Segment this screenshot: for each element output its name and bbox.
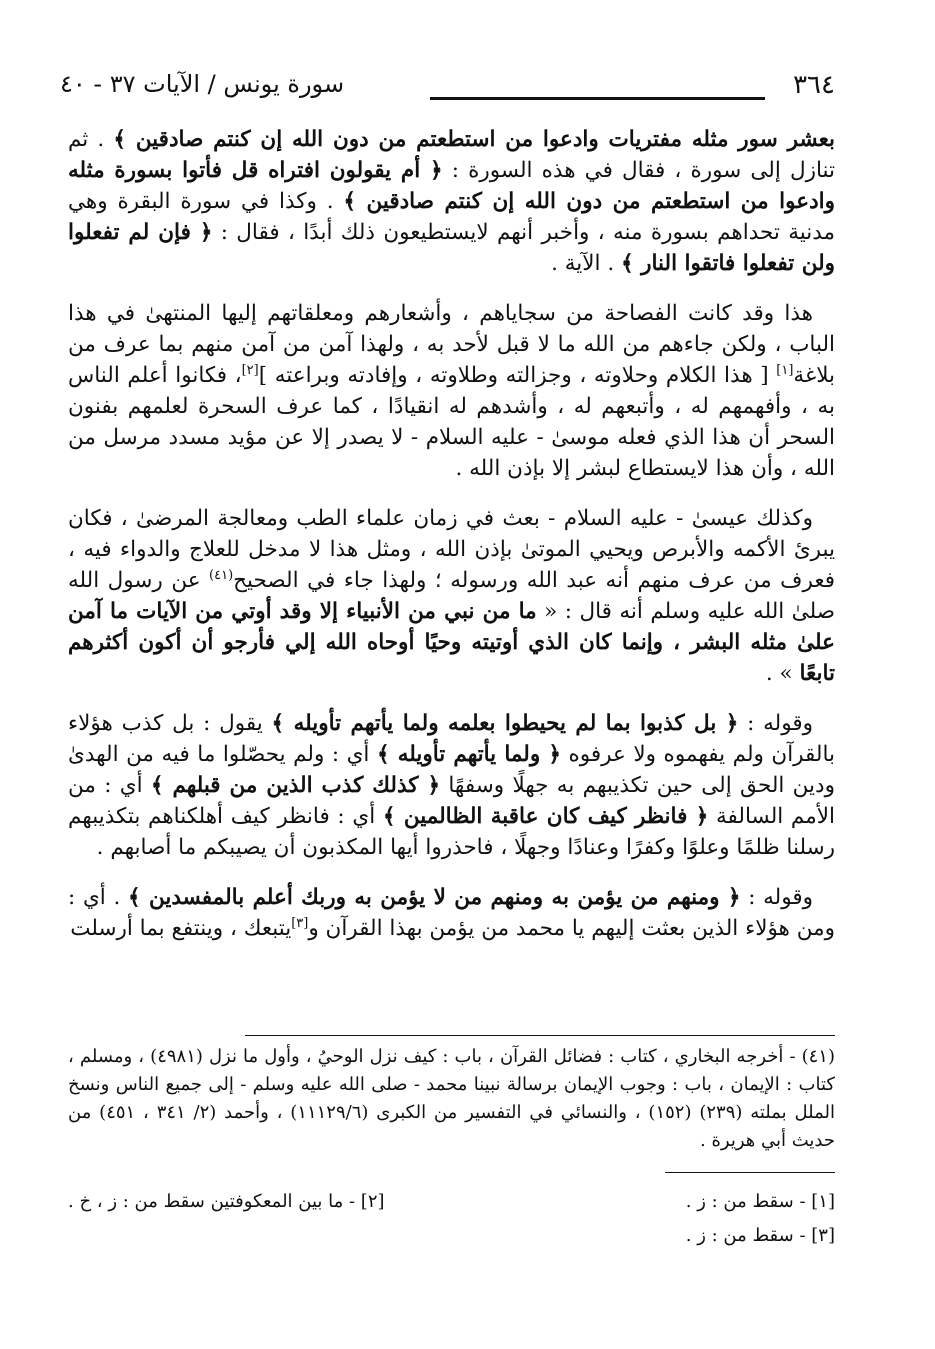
text-segment: وقوله :	[740, 885, 813, 910]
text-segment: . وكذا في سورة البقرة وهي مدنية تحداهم بسورة منه ، وأخبر أنهم لايستطيعون ذلك أبدًا ، فقال :	[68, 189, 835, 245]
quoted-text: ﴿ فإن لم تفعلوا ولن تفعلوا فاتقوا النار ﴾	[68, 220, 835, 276]
paragraph-2	[68, 298, 835, 484]
paragraph-3	[68, 503, 835, 689]
text-segment: يتبعك ، وينتفع بما أرسلت	[70, 916, 292, 941]
paragraph-1	[68, 124, 835, 279]
footnotes	[68, 1043, 835, 1155]
text-segment: أي : من الأمم السالفة	[68, 773, 835, 829]
text-segment: وكذلك عيسىٰ - عليه السلام - بعث في زمان علماء الطب ومعالجة المرضىٰ ، فكان يبرئ الأكمه والأبرص ويحيي الموتىٰ بإذن الله ، ومثل هذا لا مدخل للعلاج والدواء فيه ، فعرف من عرف منهم أنه عبد الله ورسوله ؛ ولهذا جاء في الصحيح	[68, 506, 835, 593]
text-segment: . أي : ومن هؤلاء الذين بعثت إليهم يا محمد من يؤمن بهذا القرآن و	[68, 885, 835, 941]
text-segment: هذا وقد كانت الفصاحة من سجاياهم ، وأشعارهم ومعلقاتهم إليها المنتهىٰ في هذا الباب ، ولكن جاءهم من الله ما لا قبل لأحد به ، ولهذا آمن من آمن منهم بما عرف من بلاغة	[68, 301, 836, 388]
running-title: سورة يونس / الآيات ٣٧ - ٤٠	[60, 70, 345, 98]
variant-notes	[68, 1185, 835, 1253]
paragraph-4	[68, 708, 835, 863]
quoted-text: ﴿ ومنهم من يؤمن به ومنهم من لا يؤمن به وربك أعلم بالمفسدين ﴾	[128, 885, 741, 910]
reference-marker: [١]	[776, 362, 794, 378]
paragraph-5	[68, 882, 835, 944]
text-segment: ، فكانوا أعلم الناس به ، وأفهمهم له ، وأتبعهم له ، وأشدهم له انقيادًا ، كما عرف السحرة لعلمهم بفنون السحر أن هذا الذي فعله موسىٰ - عليه السلام - لا يصدر إلا عن مؤيد مسدد مرسل من الله ، وأن هذا لايستطاع لبشر إلا بإذن الله .	[68, 363, 835, 481]
page-number: ٣٦٤	[793, 70, 835, 100]
quoted-text: ﴿ أم يقولون افتراه قل فأتوا بسورة مثله وادعوا من استطعتم من دون الله إن كنتم صادقين ﴾	[68, 158, 836, 214]
variant-note-3: [٣] - سقط من : ز .	[685, 1225, 835, 1246]
footnote-41: (٤١) - أخرجه البخاري ، كتاب : فضائل القرآن ، باب : كيف نزل الوحيُ ، وأول ما نزل (٤٩٨١) ، ومسلم ، كتاب : الإيمان ، باب : وجوب الإيمان برسالة نبينا محمد - صلى الله عليه وسلم - إلى جميع الناس ونسخ الملل بملته (٢٣٩) (١٥٢) ، والنسائي في التفسير من الكبرى (١١١٢٩/٦) ، وأحمد (٢/ ٣٤١ ، ٤٥١) من حديث أبي هريرة .	[68, 1046, 835, 1151]
reference-marker: (٤١)	[209, 567, 234, 583]
quoted-text: ما من نبي من الأنبياء إلا وقد أوتي من الآيات ما آمن علىٰ مثله البشر ، وإنما كان الذي أوتيته وحيًا أوحاه الله إلي فأرجو أن أكون أكثرهم تابعًا	[68, 599, 835, 686]
header-rule	[430, 97, 765, 100]
text-segment: وقوله :	[738, 711, 813, 736]
variant-note-2: [٢] - ما بين المعكوفتين سقط من : ز ، خ .	[68, 1191, 385, 1212]
reference-marker: [٢]	[241, 362, 259, 378]
quoted-text: ﴿ كذلك كذب الذين من قبلهم ﴾	[150, 773, 441, 798]
page-header	[60, 62, 835, 102]
text-segment: يقول : بل كذب هؤلاء بالقرآن ولم يفهموه ولا عرفوه	[68, 711, 835, 767]
text-segment: [ هذا الكلام وحلاوته ، وجزالته وطلاوته ، وإفادته وبراعته ]	[258, 363, 777, 388]
text-segment: أي : فانظر كيف أهلكناهم بتكذيبهم رسلنا ظلمًا وعلوًا وكفرًا وعنادًا وجهلًا ، فاحذروا أيها المكذبون أن يصيبكم ما أصابهم .	[68, 804, 835, 860]
text-segment: أي : ولم يحصّلوا ما فيه من الهدىٰ ودين الحق إلى حين تكذيبهم به جهلًا وسفهًا	[68, 742, 835, 798]
reference-marker: [٣]	[291, 915, 309, 931]
text-segment: . ثم تنازل إلى سورة ، فقال في هذه السورة :	[68, 127, 835, 183]
quoted-text: ﴿ ولما يأتهم تأويله ﴾	[376, 742, 562, 767]
body-text	[68, 124, 835, 963]
text-segment: . الآية .	[551, 251, 622, 276]
variant-note-1: [١] - سقط من : ز .	[685, 1191, 835, 1212]
text-segment: عن رسول الله صلىٰ الله عليه وسلم أنه قال : «	[68, 568, 835, 624]
quoted-text: ﴿ فانظر كيف كان عاقبة الظالمين ﴾	[382, 804, 709, 829]
text-segment: » .	[765, 661, 800, 686]
quoted-text: بعشر سور مثله مفتريات وادعوا من استطعتم من دون الله إن كنتم صادقين ﴾	[113, 127, 835, 152]
footnote-rule	[245, 1035, 835, 1036]
variants-rule	[665, 1172, 835, 1173]
quoted-text: ﴿ بل كذبوا بما لم يحيطوا بعلمه ولما يأتهم تأويله ﴾	[271, 711, 739, 736]
